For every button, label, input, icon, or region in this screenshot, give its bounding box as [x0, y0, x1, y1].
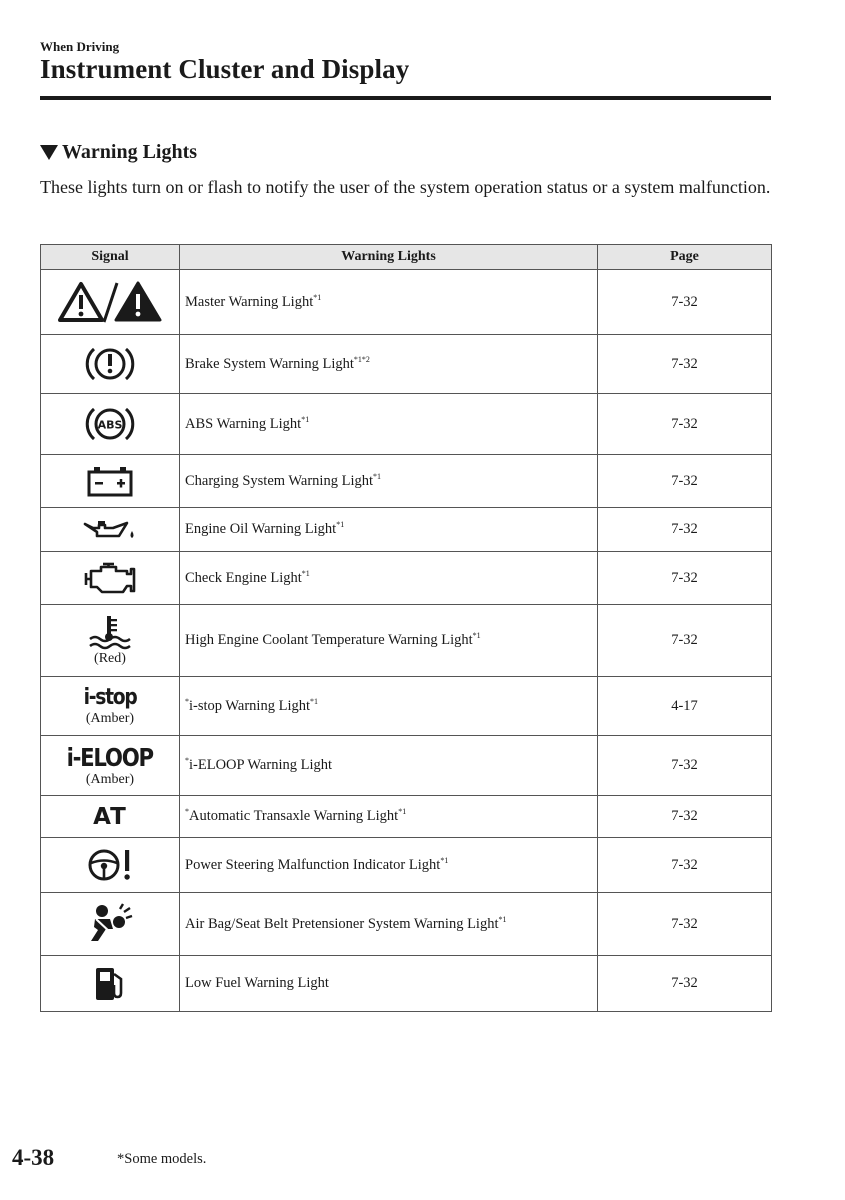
check-engine-icon: [83, 561, 137, 595]
table-row: [41, 335, 772, 394]
warning-light-name: *Automatic Transaxle Warning Light$^{*1}$: [180, 796, 598, 838]
power-steering-icon: [86, 847, 134, 883]
subsection-heading: [40, 141, 197, 164]
section-label: When Driving: [40, 39, 120, 54]
brake-system-icon: [85, 343, 135, 385]
warning-light-name: Check Engine Light$^{*1}$: [180, 552, 598, 605]
page-reference: 7-32: [598, 893, 772, 956]
signal-cell: [41, 838, 180, 893]
table-row: [41, 508, 772, 552]
table-header-row: [41, 245, 772, 270]
signal-cell: [41, 394, 180, 455]
title-divider: [40, 96, 771, 100]
signal-cell: [41, 455, 180, 508]
oil-can-icon: [83, 517, 137, 543]
header-signal: Signal: [41, 245, 180, 270]
header-warning-lights: Warning Lights: [180, 245, 598, 270]
i-eloop-icon: i-ELOOP: [66, 742, 154, 772]
signal-color-note: (Red): [94, 651, 126, 666]
low-fuel-icon: [92, 965, 128, 1003]
signal-cell: [41, 736, 180, 796]
svg-text:ABS: ABS: [97, 418, 123, 432]
table-row: [41, 455, 772, 508]
page-reference: 7-32: [598, 796, 772, 838]
page-title: Instrument Cluster and Display: [40, 54, 410, 84]
table-row: [41, 605, 772, 677]
warning-lights-table: [40, 244, 772, 1012]
warning-light-name: Charging System Warning Light$^{*1}$: [180, 455, 598, 508]
warning-light-name: High Engine Coolant Temperature Warning Light$^{*1}$: [180, 605, 598, 677]
triangle-bullet-icon: [40, 145, 58, 160]
signal-cell: [41, 270, 180, 335]
coolant-temperature-icon: [88, 614, 132, 650]
signal-cell: [41, 893, 180, 956]
footnote: *Some models.: [117, 1151, 207, 1167]
signal-cell: [41, 677, 180, 736]
i-stop-icon: i-stop: [83, 684, 137, 710]
page-reference: 7-32: [598, 335, 772, 394]
signal-cell: [41, 796, 180, 838]
page-number: 4-38: [12, 1145, 55, 1170]
warning-light-name: *i-ELOOP Warning Light: [180, 736, 598, 796]
table-row: [41, 394, 772, 455]
intro-paragraph: These lights turn on or flash to notify the user of the system operation status or a system malfunction.: [40, 177, 771, 197]
signal-cell: [41, 605, 180, 677]
abs-icon: [85, 403, 135, 445]
table-row: [41, 736, 772, 796]
page-reference: 7-32: [598, 956, 772, 1012]
page-reference: 7-32: [598, 394, 772, 455]
header-page: Page: [598, 245, 772, 270]
warning-light-name: Air Bag/Seat Belt Pretensioner System Warning Light$^{*1}$: [180, 893, 598, 956]
warning-light-name: Low Fuel Warning Light: [180, 956, 598, 1012]
table-row: [41, 893, 772, 956]
signal-cell: [41, 552, 180, 605]
table-row: [41, 677, 772, 736]
table-row: [41, 838, 772, 893]
table-row: [41, 796, 772, 838]
page-reference: 7-32: [598, 552, 772, 605]
page-reference: 7-32: [598, 736, 772, 796]
table-row: [41, 956, 772, 1012]
signal-color-note: (Amber): [85, 710, 135, 726]
warning-light-name: Master Warning Light$^{*1}$: [180, 270, 598, 335]
page-reference: 7-32: [598, 270, 772, 335]
subsection-heading-text: Warning Lights: [62, 141, 198, 163]
page-reference: 4-17: [598, 677, 772, 736]
warning-light-name: ABS Warning Light$^{*1}$: [180, 394, 598, 455]
automatic-transaxle-icon: AT: [93, 803, 127, 830]
table-row: [41, 270, 772, 335]
warning-light-name: Engine Oil Warning Light$^{*1}$: [180, 508, 598, 552]
signal-cell: [41, 508, 180, 552]
air-bag-icon: [86, 903, 134, 945]
battery-icon: [85, 464, 135, 498]
signal-color-note: (Amber): [85, 771, 135, 787]
warning-light-name: *i-stop Warning Light$^{*1}$: [180, 677, 598, 736]
page-reference: 7-32: [598, 508, 772, 552]
warning-light-name: Brake System Warning Light$^{*1*2}$: [180, 335, 598, 394]
signal-cell: [41, 956, 180, 1012]
master-warning-icon: [56, 280, 164, 324]
signal-cell: [41, 335, 180, 394]
page-reference: 7-32: [598, 605, 772, 677]
page-reference: 7-32: [598, 455, 772, 508]
page-reference: 7-32: [598, 838, 772, 893]
table-row: [41, 552, 772, 605]
warning-light-name: Power Steering Malfunction Indicator Light$^{*1}$: [180, 838, 598, 893]
